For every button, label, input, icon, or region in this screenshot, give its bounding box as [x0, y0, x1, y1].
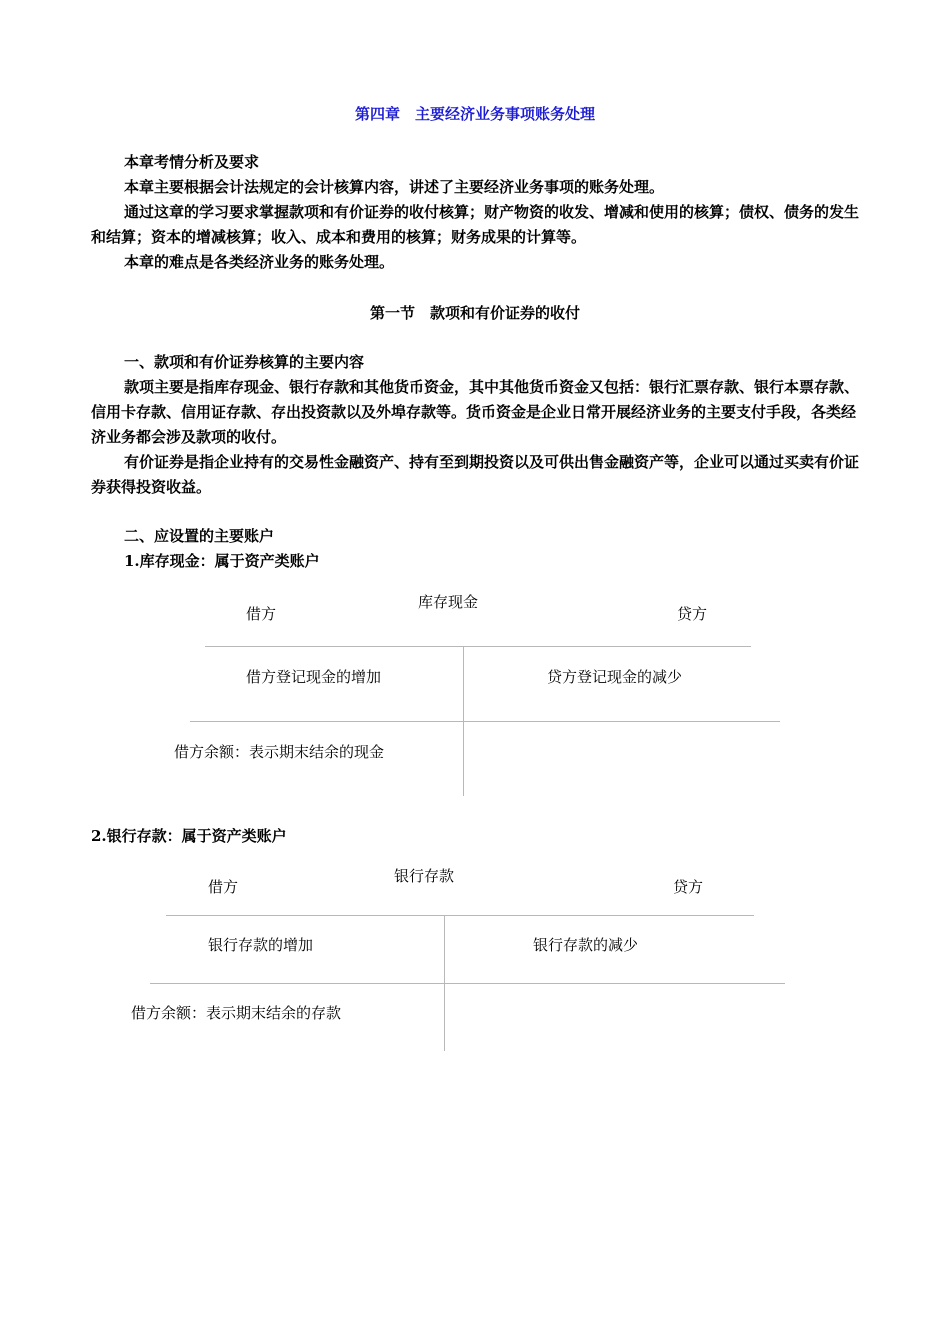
debit-entry: 银行存款的增加	[208, 936, 314, 954]
part1-heading: 一、款项和有价证券核算的主要内容	[124, 353, 365, 371]
t-account-balance-rule	[190, 721, 780, 722]
section-title: 第一节 款项和有价证券的收付	[369, 304, 580, 322]
t-account-top-rule	[205, 646, 751, 647]
part1-paragraph-2: 有价证券是指企业持有的交易性金融资产、持有至到期投资以及可供出售金融资产等，企业可以通过买卖有价证券获得投资收益。	[91, 453, 860, 496]
intro-paragraph-3: 本章的难点是各类经济业务的账务处理。	[124, 253, 395, 271]
part1-paragraph-1: 款项主要是指库存现金、银行存款和其他货币资金，其中其他货币资金又包括：银行汇票存款、银行本票存款、信用卡存款、信用证存款、存出投资款以及外埠存款等。货币资金是企业日常开展经济业务的主要支付手段，各类经济业务都会涉及款项的收付。	[91, 378, 860, 446]
part1-block	[91, 350, 861, 500]
part2-sub1: 1.库存现金：属于资产类账户	[124, 552, 320, 570]
part2-sub2: 2.银行存款：属于资产类账户	[91, 827, 287, 845]
t-account-title: 银行存款	[394, 867, 455, 885]
intro-paragraph-2: 通过这章的学习要求掌握款项和有价证券的收付核算；财产物资的收发、增减和使用的核算；债权、债务的发生和结算；资本的增减核算；收入、成本和费用的核算；财务成果的计算等。	[91, 203, 860, 246]
debit-label: 借方	[246, 605, 277, 623]
t-account-title: 库存现金	[418, 593, 479, 611]
chapter-title: 第四章 主要经济业务事项账务处理	[354, 105, 595, 123]
credit-entry: 银行存款的减少	[533, 936, 639, 954]
intro-heading: 本章考情分析及要求	[124, 153, 260, 171]
credit-entry: 贷方登记现金的减少	[547, 668, 683, 686]
t-account-balance-rule	[150, 983, 785, 984]
debit-label: 借方	[208, 878, 239, 896]
part2-block	[91, 524, 861, 574]
part2-heading: 二、应设置的主要账户	[124, 527, 275, 545]
credit-label: 贷方	[677, 605, 708, 623]
intro-paragraph-1: 本章主要根据会计法规定的会计核算内容，讲述了主要经济业务事项的账务处理。	[124, 178, 665, 196]
balance-entry: 借方余额：表示期末结余的现金	[174, 743, 385, 761]
debit-entry: 借方登记现金的增加	[246, 668, 382, 686]
t-account-top-rule	[166, 915, 754, 916]
intro-block	[91, 150, 861, 275]
balance-entry: 借方余额：表示期末结余的存款	[131, 1004, 342, 1022]
credit-label: 贷方	[673, 878, 704, 896]
